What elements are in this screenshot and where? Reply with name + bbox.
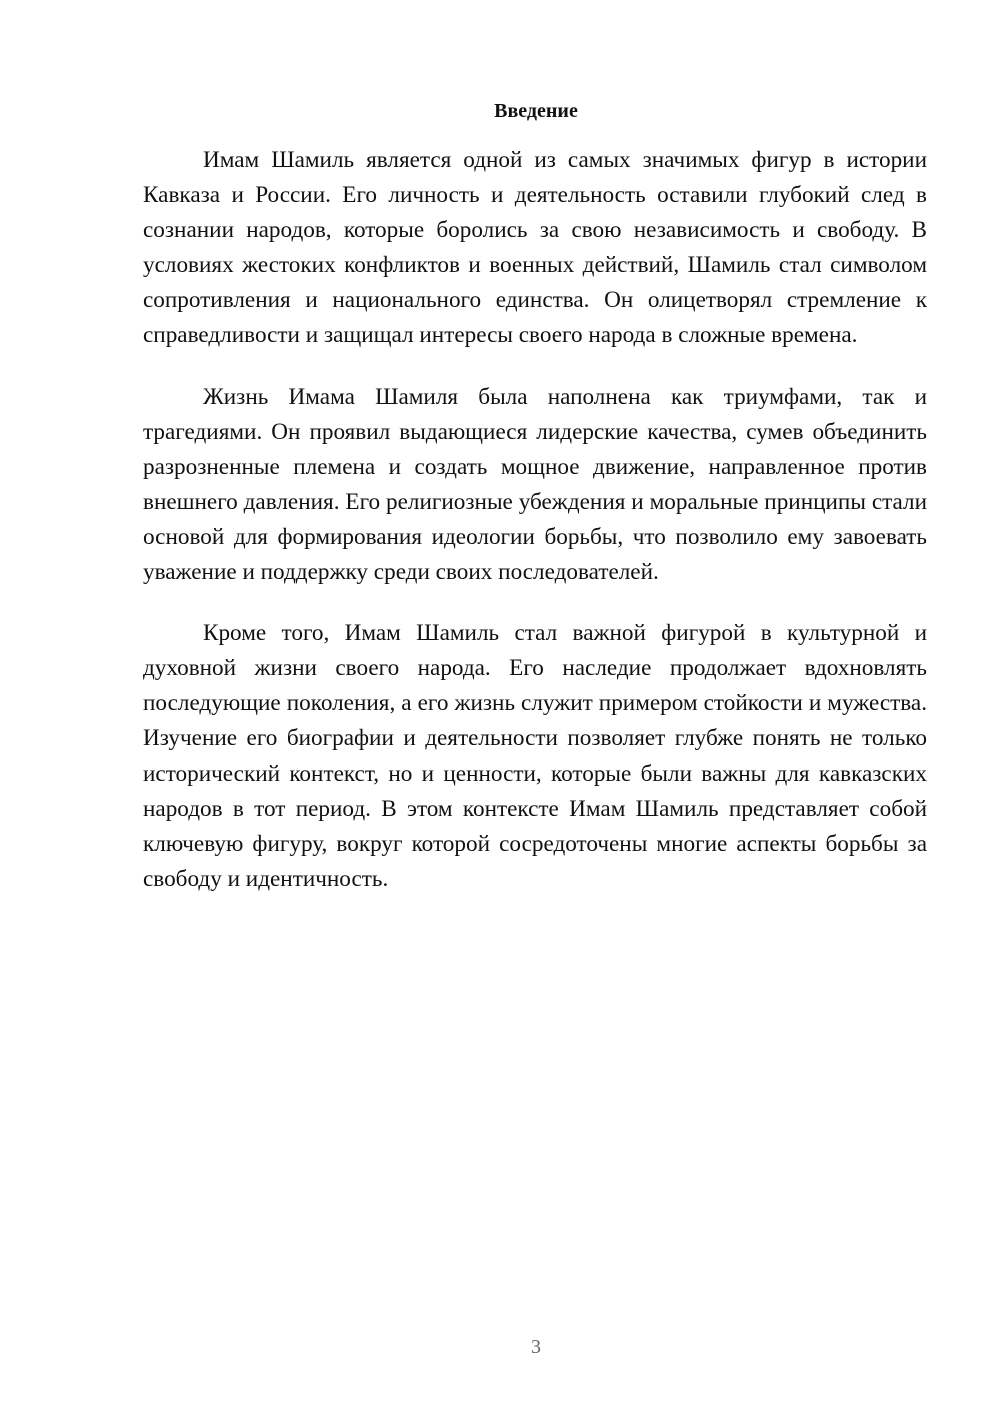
page-number: 3 <box>531 1336 541 1358</box>
section-heading: Введение <box>494 100 578 122</box>
paragraph-1: Имам Шамиль является одной из самых значимых фигур в истории Кавказа и России. Его личность и деятельность оставили глубокий след в сознании народов, которые боролись за свою независимость и свободу. В условиях жестоких конфликтов и военных действий, Шамиль стал символом сопротивления и национального единства. Он олицетворял стремление к справедливости и защищал интересы своего народа в сложные времена. <box>143 147 927 349</box>
paragraph-3: Кроме того, Имам Шамиль стал важной фигурой в культурной и духовной жизни своего народа. Его наследие продолжает вдохновлять последующие поколения, а его жизнь служит примером стойкости и мужества. Изучение его биографии и деятельности позволяет глубже понять не только исторический контекст, но и ценности, которые были важны для кавказских народов в тот период. В этом контексте Имам Шамиль представляет собой ключевую фигуру, вокруг которой сосредоточены многие аспекты борьбы за свободу и идентичность. <box>143 620 927 892</box>
body-text <box>143 143 927 923</box>
paragraph-2: Жизнь Имама Шамиля была наполнена как триумфами, так и трагедиями. Он проявил выдающиеся лидерские качества, сумев объединить разрозненные племена и создать мощное движение, направленное против внешнего давления. Его религиозные убеждения и моральные принципы стали основой для формирования идеологии борьбы, что позволило ему завоевать уважение и поддержку среди своих последователей. <box>143 383 927 586</box>
